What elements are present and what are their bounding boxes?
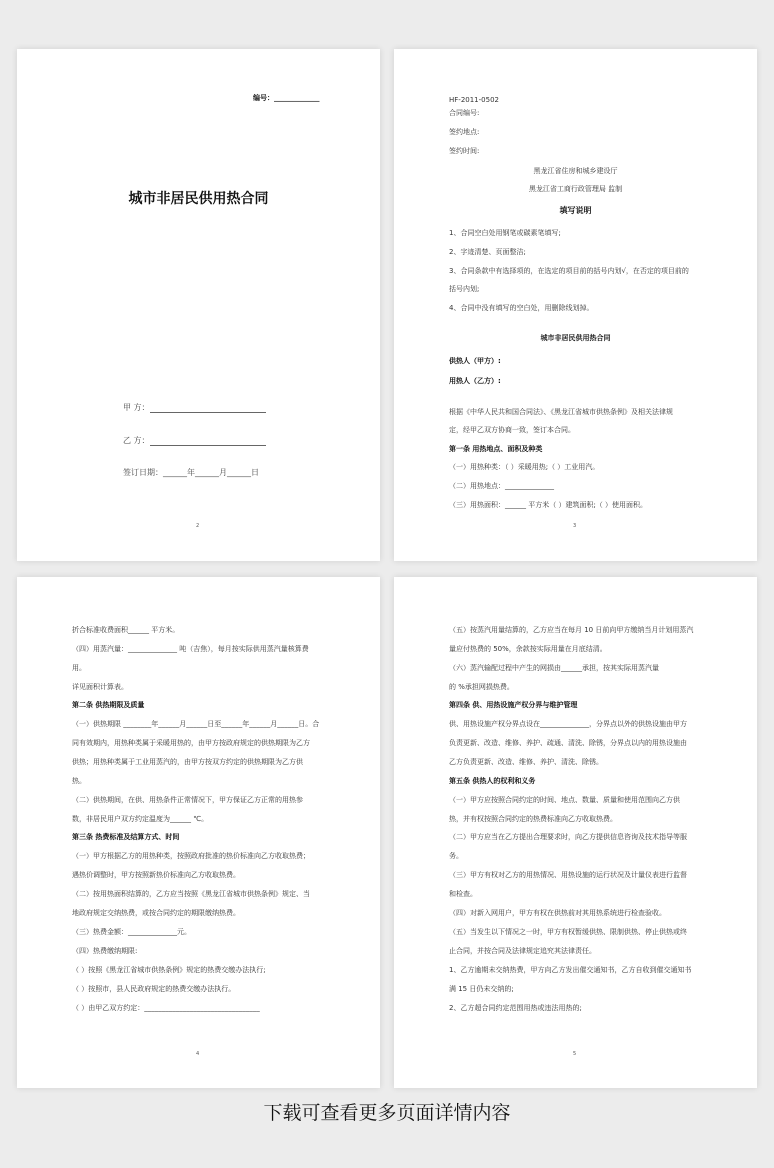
article-2-line: 供热；用热种类属于工业用蒸汽的，由甲方按双方约定的供热期限为乙方供: [72, 758, 303, 766]
article-3-line: （三）热费金额：______________元。: [72, 928, 191, 936]
user-label: 用热人（乙方）:: [449, 377, 501, 385]
form-code: HF-2011-0502: [449, 96, 499, 104]
article-5-line: （一）甲方应按照合同约定的时间、地点、数量、质量和使用范围向乙方供: [449, 796, 680, 804]
instruction-line: 括号内划;: [449, 285, 480, 293]
article-3-line: （二）按用热面积结算的，乙方应当按照《黑龙江省城市供热条例》规定、当: [72, 890, 310, 898]
article-2-line: 热。: [72, 777, 86, 785]
party-b-label: 乙 方：: [123, 436, 150, 445]
article-3-title: 第三条 热费标准及结算方式、时间: [72, 833, 180, 841]
party-a-label: 甲 方：: [123, 403, 150, 412]
instruction-line: 2、字迹清楚、页面整洁;: [449, 248, 526, 256]
article-5-line: （二）甲方应当在乙方提出合理要求时，向乙方提供信息咨询及技术指导等服: [449, 833, 687, 841]
download-more-caption: 下载可查看更多页面详情内容: [263, 1102, 511, 1124]
article-4-line: 负责更新、改造、维修、养护、疏通、清洗、除锈，分界点以内的用热设施由: [449, 739, 687, 747]
party-b-line: [150, 436, 266, 446]
contract-no-label: 合同编号:: [449, 109, 480, 117]
intro-line: 定，经甲乙双方协商一致，签订本合同。: [449, 426, 575, 434]
article-3-line: （ ）按照市，县人民政府规定的热费交缴办法执行。: [72, 985, 236, 993]
article-5-line: （五）当发生以下情况之一时，甲方有权暂缓供热、限制供热、停止供热或终: [449, 928, 687, 936]
article-3-line: 遇热价调整时，甲方按照新热价标准向乙方收取热费。: [72, 871, 240, 879]
issuer-2: 黑龙江省工商行政管理局 监制: [528, 185, 623, 193]
article-4-line: 乙方负责更新、改造、维修、养护、清洗、除锈。: [449, 758, 603, 766]
party-b-field: [123, 435, 266, 446]
intro-line: 根据《中华人民共和国合同法》、《黑龙江省城市供热条例》及相关法律规: [449, 408, 673, 416]
article-1-line: （三）用热面积：______ 平方米（ ）建筑面积;（ ）使用面积。: [449, 501, 648, 509]
instruction-line: 3、合同条款中有选择项的，在选定的项目前的括号内划√，在否定的项目前的: [449, 267, 689, 275]
body-line: （四）用蒸汽量：______________ 吨（吉焦），每月按实际供用蒸汽量核算费: [72, 645, 309, 653]
article-5-title: 第五条 供热人的权利和义务: [449, 777, 536, 785]
issuer-1: 黑龙江省住房和城乡建设厅: [533, 167, 618, 175]
article-1-line: （二）用热地点：______________: [449, 482, 554, 490]
sign-time-label: 签约时间:: [449, 147, 480, 155]
article-1-line: （一）用热种类：（ ）采暖用热;（ ）工业用汽。: [449, 463, 600, 471]
sign-place-label: 签约地点:: [449, 128, 480, 136]
article-4-line: 供、用热设施产权分界点设在______________，分界点以外的供热设施由甲方: [449, 720, 687, 728]
page-number: 4: [196, 1051, 200, 1057]
instruction-line: 1、合同空白处用钢笔或碳素笔填写;: [449, 229, 561, 237]
contract-title: 城市非居民供用热合同: [540, 334, 611, 342]
article-2-line: 数，非居民用户双方约定温度为______ ℃。: [72, 815, 209, 823]
article-4-title: 第四条 供、用热设施产权分界与维护管理: [449, 701, 578, 709]
body-line: （六）蒸汽输配过程中产生的网损由______承担，按其实际用蒸汽量: [449, 664, 659, 672]
instructions-title: 填写说明: [559, 206, 592, 215]
party-a-line: [150, 403, 266, 413]
article-5-line: 1、乙方逾期未交纳热费，甲方向乙方发出催交通知书，乙方自收到催交通知书: [449, 966, 692, 974]
body-line: 折合标准收费面积______ 平方米。: [72, 626, 180, 634]
article-5-line: 止合同，并按合同及法律规定追究其法律责任。: [449, 947, 596, 955]
page-number: 2: [196, 523, 200, 529]
article-5-line: 2、乙方超合同约定范围用热或违法用热的;: [449, 1004, 582, 1012]
article-2-line: （一）供热期限 ________年______月______日至______年______月______日。合: [72, 720, 320, 728]
article-3-line: （ ）按照《黑龙江省城市供热条例》规定的热费交缴办法执行;: [72, 966, 266, 974]
page-number: 3: [573, 523, 577, 529]
body-line: 用。: [72, 664, 86, 672]
document-page-3: [17, 577, 380, 1088]
document-page-4: [394, 577, 757, 1088]
article-1-title: 第一条 用热地点、面积及种类: [449, 445, 543, 453]
supplier-label: 供热人（甲方）:: [449, 357, 501, 365]
document-page-2: [394, 49, 757, 561]
page-number: 5: [573, 1051, 577, 1057]
cover-title: 城市非居民供用热合同: [128, 191, 269, 207]
party-a-field: [123, 402, 266, 413]
article-5-line: （四）对新入网用户，甲方有权在供热前对其用热系统进行检查验收。: [449, 909, 666, 917]
contract-number-label: 编号：_____________: [253, 94, 320, 102]
sign-date-line: 签订日期：______年______月______日: [123, 468, 259, 477]
article-5-line: 满 15 日仍未交纳的;: [449, 985, 514, 993]
article-5-line: 和检查。: [449, 890, 477, 898]
instruction-line: 4、合同中没有填写的空白处，用删除线划掉。: [449, 304, 594, 312]
article-2-line: 同有效期内，用热种类属于采暖用热的，由甲方按政府规定的供热期限为乙方: [72, 739, 310, 747]
document-page-1: [17, 49, 380, 561]
body-line: （五）按蒸汽用量结算的，乙方应当在每月 10 日前向甲方缴纳当月计划用蒸汽: [449, 626, 694, 634]
article-5-line: （三）甲方有权对乙方的用热情况、用热设施的运行状况及计量仪表进行监督: [449, 871, 687, 879]
article-3-line: （ ）由甲乙双方约定：_________________________________: [72, 1004, 260, 1012]
article-3-line: （一）甲方根据乙方的用热种类，按照政府批准的热价标准向乙方收取热费；: [72, 852, 310, 860]
body-line: 量应付热费的 50%，余款按实际用量在月底结清。: [449, 645, 607, 653]
article-3-line: 地政府规定交纳热费，或按合同约定的期限缴纳热费。: [72, 909, 240, 917]
article-5-line: 热，并有权按照合同约定的热费标准向乙方收取热费。: [449, 815, 617, 823]
article-2-title: 第二条 供热期限及质量: [72, 701, 145, 709]
article-2-line: （二）供热期间，在供、用热条件正常情况下，甲方保证乙方正常的用热参: [72, 796, 303, 804]
article-5-line: 务。: [449, 852, 463, 860]
body-line: 的 %承担网损热费。: [449, 683, 514, 691]
article-3-line: （四）热费缴纳期限:: [72, 947, 138, 955]
body-line: 详见面积计算表。: [72, 683, 128, 691]
